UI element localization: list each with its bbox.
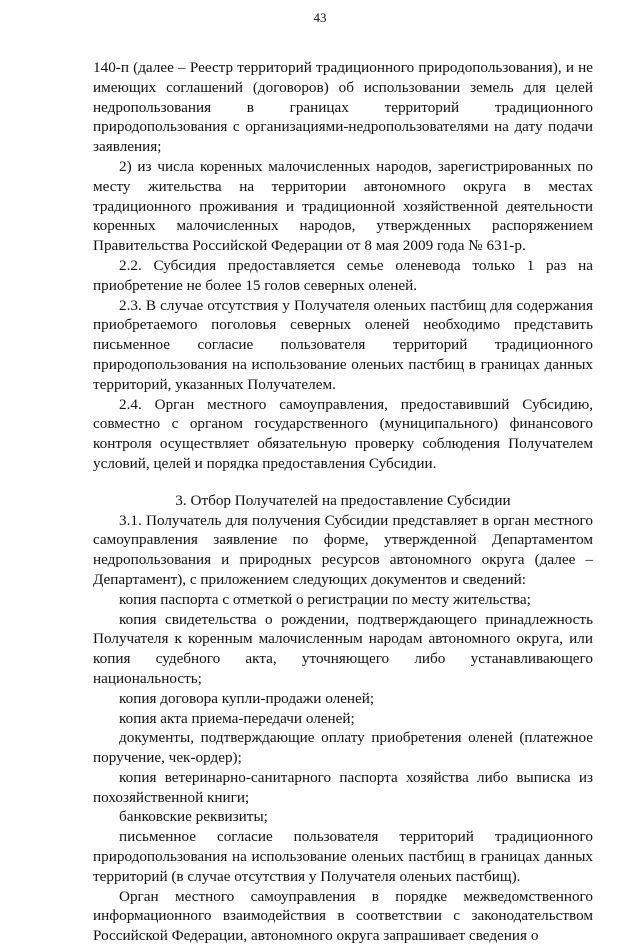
paragraph-2-3: 2.3. В случае отсутствия у Получателя оленьих пастбищ для содержания приобретаемого поголовья северных оленей необходимо представить письменное согласие пользователя территорий традиционного природопользования на использование оленьих пастбищ в границах данных территорий, указанных Получателем. [93, 296, 593, 393]
paragraph-3-1: 3.1. Получатель для получения Субсидии представляет в орган местного самоуправления заявление по форме, утвержденной Департаментом недропользования и природных ресурсов автономного округа (далее – Департамент), с приложением следующих документов и сведений: [93, 511, 593, 588]
paragraph-item-2: 2) из числа коренных малочисленных народов, зарегистрированных по месту жительства на территории автономного округа в местах традиционного проживания и традиционной хозяйственной деятельности коренных малочисленных народов, утвержденных распоряжением Правительства Российской Федерации от 8 мая 2009 года № 631-р. [93, 157, 593, 255]
list-item-passport: копия паспорта с отметкой о регистрации по месту жительства; [119, 590, 531, 608]
list-item-veterinary-passport: копия ветеринарно-санитарного паспорта хозяйства либо выписка из похозяйственной книги; [93, 768, 593, 806]
section-heading: 3. Отбор Получателей на предоставление Субсидии [175, 491, 511, 509]
list-item-sale-contract: копия договора купли-продажи оленей; [119, 689, 375, 707]
list-item-bank-details: банковские реквизиты; [119, 808, 268, 826]
paragraph-2-4: 2.4. Орган местного самоуправления, предоставивший Субсидию, совместно с органом государственного (муниципального) финансового контроля осуществляет обязательную проверку соблюдения Получателем условий, целей и порядка предоставления Субсидии. [93, 395, 593, 472]
document-body [93, 58, 593, 946]
list-item-birth-certificate: копия свидетельства о рождении, подтверждающего принадлежность Получателя к коренным малочисленным народам автономного округа, или копия судебного акта, уточняющего либо устанавливающего национальность; [93, 610, 593, 687]
list-item-written-consent: письменное согласие пользователя территорий традиционного природопользования на использование оленьих пастбищ в границах данных территорий (в случае отсутствия у Получателя оленьих пастбищ). [93, 828, 593, 885]
paragraph-interagency-request: Орган местного самоуправления в порядке межведомственного информационного взаимодействия в соответствии с законодательством Российской Федерации, автономного округа запрашивает сведения о [93, 887, 593, 945]
list-item-transfer-act: копия акта приема-передачи оленей; [119, 709, 355, 727]
paragraph-2-2: 2.2. Субсидия предоставляется семье оленевода только 1 раз на приобретение не более 15 голов северных оленей. [93, 256, 593, 294]
page-number: 43 [313, 10, 327, 25]
list-item-payment-documents: документы, подтверждающие оплату приобретения оленей (платежное поручение, чек-ордер); [93, 729, 593, 767]
paragraph-continuation: 140-п (далее – Реестр территорий традиционного природопользования), и не имеющих соглашений (договоров) об использовании земель для целей недропользования в границах территорий традиционного природопользования с организациями-недропользователями на дату подачи заявления; [93, 59, 593, 156]
